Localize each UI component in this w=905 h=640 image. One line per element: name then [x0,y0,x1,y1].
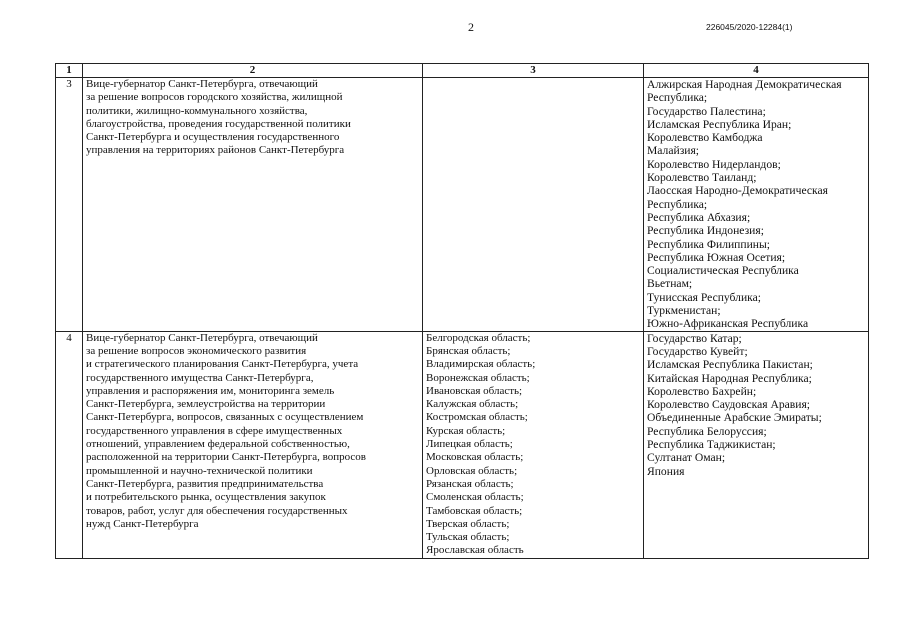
table-row [56,78,869,332]
official-line: государственного управления в сфере имущественных [86,424,343,437]
official-line: Санкт-Петербурга, вопросов, связанных с осуществлением [86,411,364,424]
region-line: Брянская область; [426,344,511,357]
country-line: Алжирская Народная Демократическая [647,78,842,91]
official-line: нужд Санкт-Петербурга [86,517,199,530]
countries-cell [644,331,869,558]
official-line: Санкт-Петербурга и осуществления государственного [86,131,340,144]
country-line: Королевство Саудовская Аравия; [647,398,811,412]
official-line: Вице-губернатор Санкт-Петербурга, отвечающий [86,78,318,90]
region-line: Тамбовская область; [426,504,523,517]
country-line: Государство Палестина; [647,104,766,118]
region-line: Липецкая область; [426,438,513,451]
official-line: политики, жилищно-коммунального хозяйства, [86,104,308,117]
region-line: Курская область; [426,424,506,437]
official-line: и потребительского рынка, осуществления закупок [86,491,326,504]
country-line: Малайзия; [647,144,700,158]
country-line: Социалистическая Республика [647,264,799,278]
country-line: Тунисская Республика; [647,290,761,304]
official-line: расположенной на территории Санкт-Петербурга, вопросов [86,451,366,464]
official-line: промышленной и научно-технической политики [86,464,313,477]
country-line: Вьетнам; [647,277,693,291]
country-line: Республика Индонезия; [647,224,764,238]
official-line: за решение вопросов экономического развития [86,344,307,357]
regions-cell [423,331,644,558]
table-row [56,331,869,558]
region-line: Смоленская область; [426,491,524,504]
official-cell [83,78,423,332]
country-line: Исламская Республика Иран; [647,117,792,131]
country-line: Султанат Оман; [647,451,726,465]
region-line: Тульская область; [426,531,510,544]
country-line: Республика; [647,197,708,211]
country-line: Исламская Республика Пакистан; [647,358,813,372]
row-number: 4 [56,331,83,558]
country-line: Республика Южная Осетия; [647,250,786,264]
region-line: Калужская область; [426,398,519,411]
official-line: управления на территориях районов Санкт-Петербурга [86,144,345,157]
official-line: за решение вопросов городского хозяйства, жилищной [86,91,343,104]
official-line: Вице-губернатор Санкт-Петербурга, отвечающий [86,331,318,344]
document-code: 226045/2020-12284(1) [706,22,793,32]
country-line: Республика; [647,91,708,105]
region-line: Ярославская область [426,544,524,557]
regions-cell [423,78,644,332]
region-line: Тверская область; [426,517,510,530]
countries-cell [644,78,869,332]
official-line: Санкт-Петербурга, развития предпринимательства [86,477,324,490]
region-line: Ивановская область; [426,384,523,397]
column-header-3: 3 [423,64,644,78]
official-line: и стратегического планирования Санкт-Петербурга, учета [86,358,359,371]
official-line: Санкт-Петербурга, землеустройства на территории [86,398,326,411]
country-line: Китайская Народная Республика; [647,371,812,385]
region-line: Орловская область; [426,464,518,477]
official-line: товаров, работ, услуг для обеспечения государственных [86,504,348,517]
official-line: благоустройства, проведения государственной политики [86,117,351,130]
country-line: Королевство Таиланд; [647,171,757,185]
official-cell [83,331,423,558]
region-line: Белгородская область; [426,331,531,344]
region-line: Московская область; [426,451,524,464]
country-line: Объединенные Арабские Эмираты; [647,411,822,425]
country-line: Королевство Нидерландов; [647,157,781,171]
page-number: 2 [468,20,474,34]
country-line: Королевство Бахрейн; [647,384,757,398]
column-header-2: 2 [83,64,423,78]
header-row [56,64,869,78]
country-line: Республика Таджикистан; [647,438,776,452]
document-table [55,63,869,559]
column-header-4: 4 [644,64,869,78]
country-line: Государство Кувейт; [647,344,748,358]
column-header-1: 1 [56,64,83,78]
region-line: Воронежская область; [426,371,530,384]
country-line: Туркменистан; [647,304,721,318]
row-number: 3 [56,78,83,332]
country-line: Королевство Камбоджа [647,131,763,145]
country-line: Государство Катар; [647,331,742,345]
official-line: управления и распоряжения им, мониторинга земель [86,384,335,397]
country-line: Япония [647,464,685,478]
country-line: Республика Белоруссия; [647,424,767,438]
region-line: Владимирская область; [426,358,536,371]
official-line: государственного имущества Санкт-Петербурга, [86,371,314,384]
region-line: Рязанская область; [426,477,514,490]
country-line: Южно-Африканская Республика [647,317,809,331]
region-line: Костромская область; [426,411,528,424]
official-line: отношений, управлением федеральной собственностью, [86,438,350,451]
country-line: Республика Абхазия; [647,210,751,224]
country-line: Республика Филиппины; [647,237,771,251]
country-line: Лаосская Народно-Демократическая [647,184,828,198]
